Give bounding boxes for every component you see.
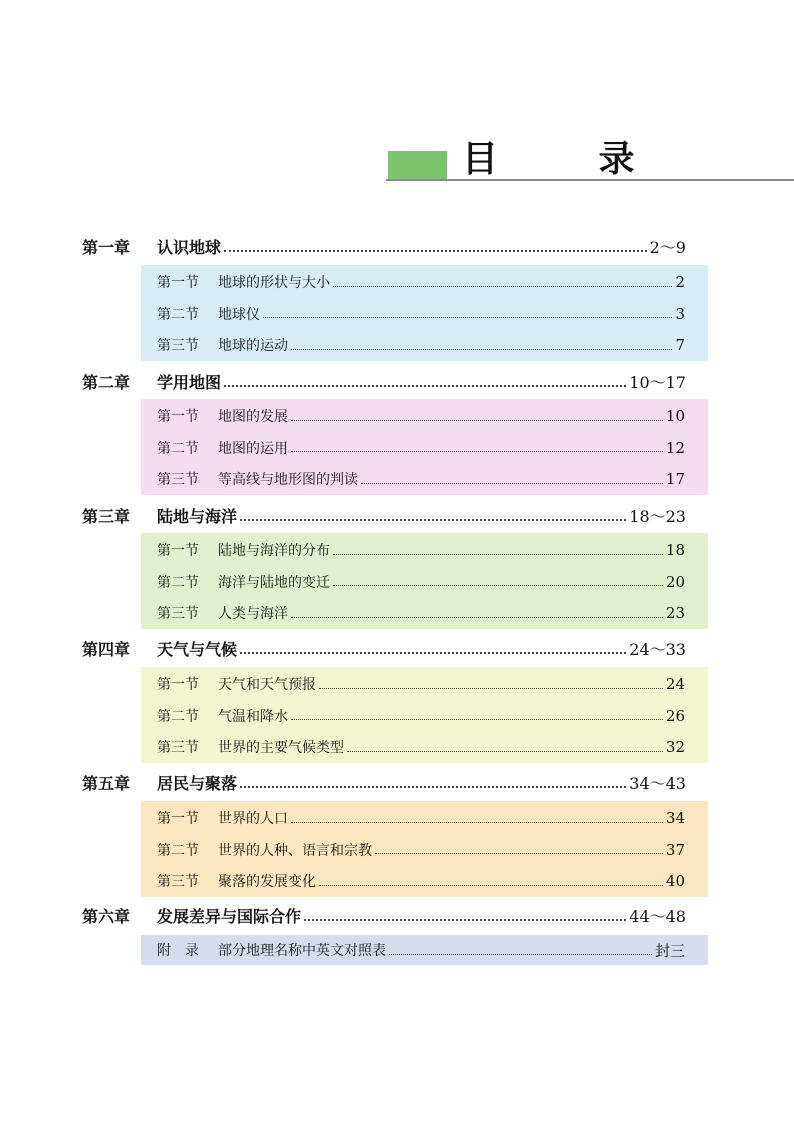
section-title: 聚落的发展变化: [218, 874, 316, 890]
section-label: 第二节: [157, 306, 199, 323]
chapter-label: 第一章: [82, 237, 131, 257]
section-page: 37: [665, 840, 685, 859]
section-row[interactable]: [157, 701, 685, 731]
section-title: 天气和天气预报: [218, 677, 316, 693]
section-row[interactable]: [157, 598, 685, 628]
section-page: 40: [665, 872, 685, 890]
section-page: 10: [665, 407, 685, 425]
section-row[interactable]: [157, 835, 685, 865]
section-title: 等高线与地形图的判读: [218, 472, 358, 488]
section-label: 第三节: [157, 472, 199, 488]
section-row[interactable]: [157, 464, 685, 494]
section-label: 第一节: [157, 409, 199, 425]
chapter-row[interactable]: [82, 900, 686, 930]
section-label: 第一节: [157, 275, 199, 291]
chapter-row[interactable]: [82, 767, 686, 797]
section-label: 第二节: [157, 708, 199, 725]
section-row[interactable]: [157, 669, 685, 699]
section-row[interactable]: [157, 732, 685, 762]
section-label: 第一节: [157, 811, 199, 827]
section-row[interactable]: [157, 803, 685, 833]
chapter-title: 天气与气候: [157, 639, 238, 659]
chapter-title: 居民与聚落: [157, 773, 238, 793]
section-title: 世界的人种、语言和宗教: [218, 842, 372, 859]
section-title: 人类与海洋: [218, 606, 288, 622]
dot-leader: [240, 652, 626, 654]
dot-leader: [240, 786, 626, 788]
section-title: 陆地与海洋的分布: [218, 543, 330, 559]
section-title: 世界的主要气候类型: [218, 740, 344, 756]
section-page: 封三: [654, 941, 685, 960]
section-label: 第三节: [157, 874, 199, 890]
chapter-pages: 24～33: [629, 639, 686, 659]
chapter-title: 认识地球: [157, 237, 222, 257]
section-title: 气温和降水: [218, 708, 288, 725]
dot-leader: [263, 317, 672, 318]
section-page: 3: [675, 304, 685, 323]
section-title: 世界的人口: [218, 811, 288, 827]
section-title: 部分地理名称中英文对照表: [218, 943, 386, 959]
chapter-row[interactable]: [82, 231, 686, 261]
chapter-row[interactable]: [82, 366, 686, 396]
dot-leader: [333, 286, 672, 287]
section-page: 20: [665, 572, 685, 591]
chapter-label: 第二章: [82, 372, 131, 392]
chapter-title: 陆地与海洋: [157, 506, 238, 526]
section-row[interactable]: [157, 866, 685, 896]
chapter-pages: 2～9: [649, 237, 686, 257]
dot-leader: [291, 822, 663, 823]
section-title: 地球仪: [218, 306, 260, 323]
chapter-title: 发展差异与国际合作: [157, 906, 302, 926]
section-label: 第二节: [157, 842, 199, 859]
section-label: 第二节: [157, 440, 199, 457]
section-title: 地图的运用: [218, 440, 288, 457]
section-page: 32: [665, 738, 685, 756]
section-label: 第三节: [157, 740, 199, 756]
section-row[interactable]: [157, 567, 685, 597]
dot-leader: [333, 554, 663, 555]
appendix-row[interactable]: [157, 935, 685, 965]
dot-leader: [291, 420, 663, 421]
chapter-label: 第三章: [82, 506, 131, 526]
section-label: 第三节: [157, 606, 199, 622]
chapter-label: 第五章: [82, 773, 131, 793]
section-row[interactable]: [157, 535, 685, 565]
chapter-label: 第四章: [82, 639, 131, 659]
section-label: 第一节: [157, 543, 199, 559]
section-page: 26: [665, 706, 685, 725]
dot-leader: [361, 483, 663, 484]
dot-leader: [389, 954, 652, 955]
section-page: 18: [665, 541, 685, 559]
section-label: 第三节: [157, 338, 199, 354]
section-label: 第二节: [157, 574, 199, 591]
section-page: 17: [665, 470, 685, 488]
dot-leader: [224, 250, 647, 252]
chapter-row[interactable]: [82, 633, 686, 663]
section-page: 23: [665, 604, 685, 622]
dot-leader: [240, 519, 626, 521]
dot-leader: [224, 385, 626, 387]
dot-leader: [319, 885, 663, 886]
page-title: 目 录: [462, 138, 679, 180]
dot-leader: [347, 751, 663, 752]
section-label: 附 录: [157, 943, 199, 959]
chapter-pages: 34～43: [629, 773, 686, 793]
section-title: 海洋与陆地的变迁: [218, 574, 330, 591]
section-row[interactable]: [157, 401, 685, 431]
dot-leader: [304, 919, 626, 921]
section-title: 地球的形状与大小: [218, 275, 330, 291]
chapter-row[interactable]: [82, 500, 686, 530]
chapter-pages: 10～17: [629, 372, 686, 392]
section-row[interactable]: [157, 433, 685, 463]
section-row[interactable]: [157, 267, 685, 297]
dot-leader: [291, 719, 663, 720]
section-page: 24: [665, 675, 685, 693]
section-page: 7: [675, 336, 685, 354]
dot-leader: [291, 349, 672, 350]
dot-leader: [291, 451, 663, 452]
dot-leader: [291, 617, 663, 618]
dot-leader: [375, 853, 663, 854]
chapter-pages: 44～48: [629, 906, 686, 926]
dot-leader: [319, 688, 663, 689]
section-page: 34: [665, 809, 685, 827]
chapter-label: 第六章: [82, 906, 131, 926]
chapter-pages: 18～23: [629, 506, 686, 526]
section-row[interactable]: [157, 330, 685, 360]
dot-leader: [333, 585, 663, 586]
chapter-title: 学用地图: [157, 372, 222, 392]
section-title: 地图的发展: [218, 409, 288, 425]
section-page: 12: [665, 438, 685, 457]
section-row[interactable]: [157, 299, 685, 329]
section-page: 2: [675, 273, 685, 291]
section-label: 第一节: [157, 677, 199, 693]
section-title: 地球的运动: [218, 338, 288, 354]
